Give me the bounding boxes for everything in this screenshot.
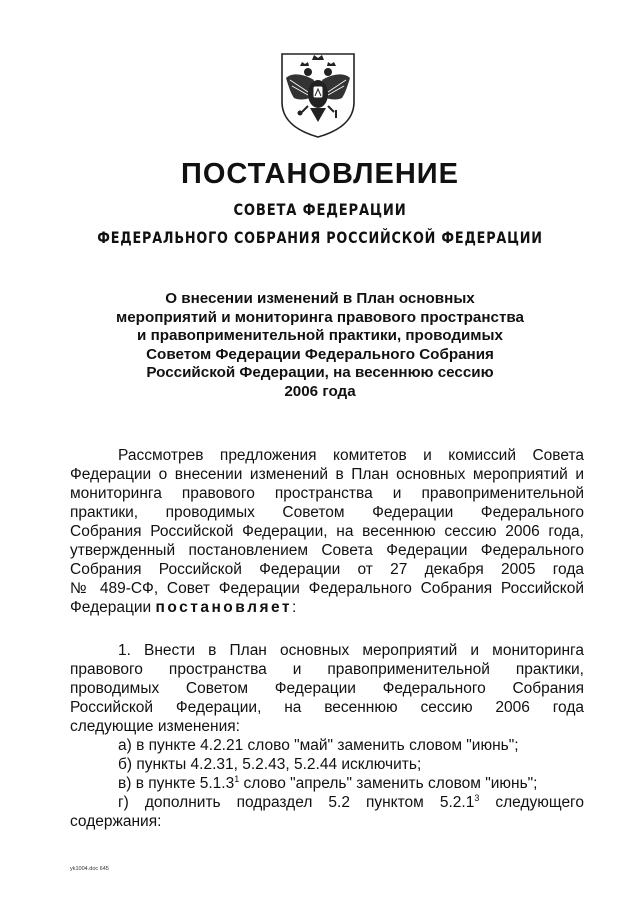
text-fragment: в) в пункте 5.1.3 [118, 775, 235, 792]
file-reference: уk1004.doc 645 [70, 866, 109, 872]
superscript: 1 [234, 773, 240, 784]
text-line: 1. Внести в План основных мероприятий и мониторинга [118, 642, 584, 659]
text-fragment: слово "апрель" заменить словом "июнь"; [239, 775, 538, 792]
text-line: Российской Федерации, на весеннюю сессию 2006 года [70, 699, 584, 716]
text-line: Рассмотрев предложения комитетов и комиссий Совета [118, 447, 584, 464]
text-fragment: г) дополнить подраздел 5.2 пунктом 5.2.1 [118, 794, 475, 811]
subject-line: и правоприменительной практики, проводимых [137, 327, 503, 345]
subject-line: мероприятий и мониторинга правового пространства [115, 308, 524, 326]
text-fragment: следующего [479, 794, 584, 811]
sub-item-b: б) пункты 4.2.31, 5.2.43, 5.2.44 исключить; [118, 756, 422, 773]
subject-line: О внесении изменений в План основных [165, 290, 475, 307]
text-line: № 489-СФ, Совет Федерации Федерального Собрания Российской [70, 580, 584, 597]
text-line: Собрания Российской Федерации, на весеннюю сессию 2006 года, [70, 523, 584, 540]
text-line: правового пространства и правоприменительной практики, [70, 661, 584, 678]
text-line: следующие изменения: [70, 718, 240, 735]
coat-of-arms-icon [278, 52, 358, 138]
text-line: Собрания Российской Федерации от 27 декабря 2005 года [70, 561, 584, 578]
document-type-title: ПОСТАНОВЛЕНИЕ [181, 158, 459, 190]
sub-item-d [70, 793, 584, 812]
resolves-word: постановляет [155, 599, 292, 616]
text-fragment: Федерации [70, 599, 156, 616]
text-line: содержания: [70, 813, 162, 830]
preamble-paragraph [70, 446, 584, 617]
text-line: практики, проводимых Советом Федерации Федерального [70, 504, 584, 521]
document-subject [0, 290, 640, 402]
text-line [70, 598, 584, 617]
text-line: мониторинга правового пространства и правоприменительной [70, 485, 584, 502]
subject-line: 2006 года [284, 382, 356, 400]
text-line: утвержденный постановлением Совета Федерации Федерального [70, 542, 584, 559]
issuer-line-2: ФЕДЕРАЛЬНОГО СОБРАНИЯ РОССИЙСКОЙ ФЕДЕРАЦИИ [97, 228, 543, 247]
issuer-line-1: СОВЕТА ФЕДЕРАЦИИ [233, 200, 407, 219]
text-fragment: : [292, 599, 297, 616]
superscript: 3 [474, 792, 480, 803]
text-line: Федерации о внесении изменений в План основных мероприятий и [70, 466, 584, 483]
sub-item-a: а) в пункте 4.2.21 слово "май" заменить словом "июнь"; [118, 737, 519, 754]
subject-line: Советом Федерации Федерального Собрания [146, 345, 494, 363]
item-1-paragraph [70, 641, 584, 831]
subject-line: Российской Федерации, на весеннюю сессию [146, 364, 494, 382]
text-line: проводимых Советом Федерации Федерального Собрания [70, 680, 584, 697]
sub-item-c [70, 774, 584, 793]
